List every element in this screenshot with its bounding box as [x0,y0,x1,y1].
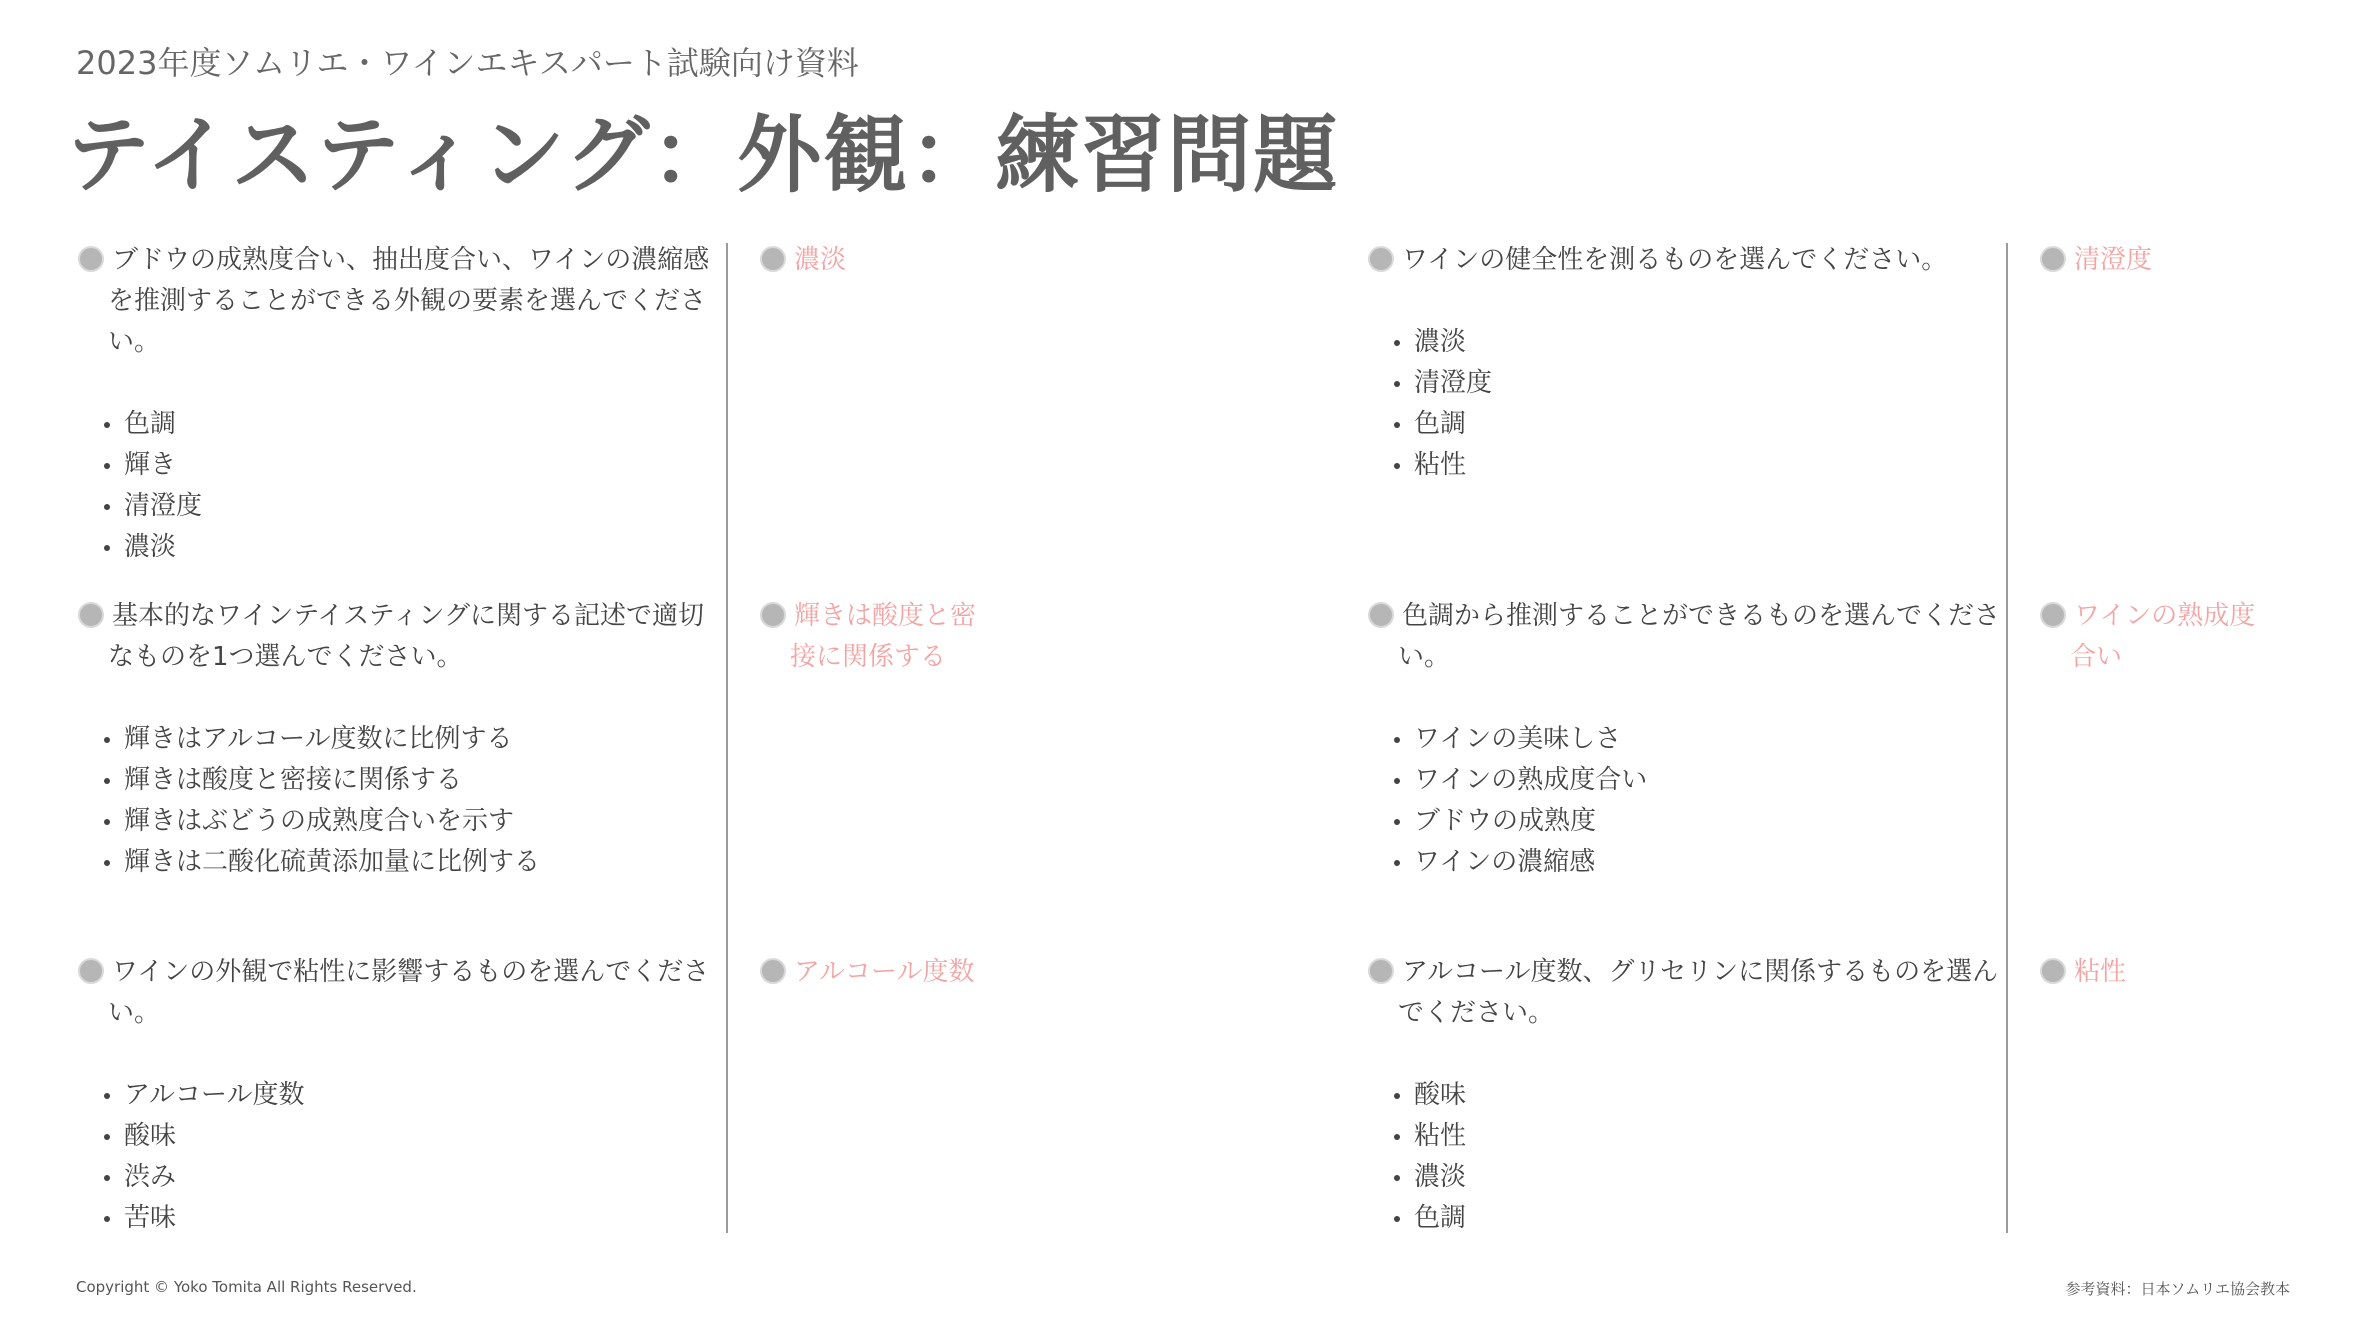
option-list [1368,322,2018,486]
question-marker-icon [1368,602,1394,628]
option-item: 輝きはぶどうの成熟度合いを示す [104,801,728,842]
question-text: 基本的なワインテイスティングに関する記述で適切なものを1つ選んでください。 [108,601,705,672]
question-block-4 [1368,240,2018,486]
answer-text: ワインの熟成度合い [2070,601,2256,672]
question-marker-icon [78,958,104,984]
option-item: 粘性 [1394,445,2018,486]
option-item: 清澄度 [104,486,728,527]
option-item: 輝きはアルコール度数に比例する [104,719,728,760]
option-item: 濃淡 [1394,1157,2018,1198]
answer-marker-icon [2040,958,2066,984]
option-item: 清澄度 [1394,363,2018,404]
answer-block-2 [760,596,1000,678]
option-item: 輝き [104,445,728,486]
answer-marker-icon [2040,602,2066,628]
question-marker-icon [78,602,104,628]
option-item: 濃淡 [1394,322,2018,363]
answer-block-5 [2040,596,2280,678]
question-text: アルコール度数、グリセリンに関係するものを選んでください。 [1398,957,1999,1028]
question-text: 色調から推測することができるものを選んでください。 [1398,601,2001,672]
answer-text: 粘性 [2074,957,2127,987]
option-item: ブドウの成熟度 [1394,801,2018,842]
answer-marker-icon [760,958,786,984]
option-item: 色調 [104,404,728,445]
question-marker-icon [1368,958,1394,984]
option-item: 渋み [104,1157,728,1198]
option-item: ワインの濃縮感 [1394,842,2018,883]
question-block-5 [1368,596,2018,883]
question-text: ワインの健全性を測るものを選んでください。 [1402,245,1948,275]
question-text: ワインの外観で粘性に影響するものを選んでください。 [108,957,710,1028]
option-item: 粘性 [1394,1116,2018,1157]
copyright-text: Copyright © Yoko Tomita All Rights Reserved. [76,1278,417,1296]
option-item: 色調 [1394,1198,2018,1239]
option-item: アルコール度数 [104,1075,728,1116]
option-list [1368,719,2018,883]
answer-marker-icon [760,246,786,272]
option-item: 輝きは酸度と密接に関係する [104,760,728,801]
option-item: 酸味 [1394,1075,2018,1116]
answer-text: アルコール度数 [794,957,975,987]
option-list [78,1075,728,1239]
option-list [78,404,728,568]
answer-marker-icon [760,602,786,628]
question-marker-icon [1368,246,1394,272]
question-block-6 [1368,952,2018,1239]
option-item: 酸味 [104,1116,728,1157]
answer-text: 清澄度 [2074,245,2153,275]
question-block-3 [78,952,728,1239]
answer-block-4 [2040,240,2280,281]
option-item: 色調 [1394,404,2018,445]
answer-block-6 [2040,952,2280,993]
answer-block-1 [760,240,1000,281]
option-item: 濃淡 [104,527,728,568]
answer-text: 輝きは酸度と密接に関係する [790,601,977,672]
option-list [78,719,728,883]
question-block-2 [78,596,728,883]
option-item: ワインの熟成度合い [1394,760,2018,801]
option-item: ワインの美味しさ [1394,719,2018,760]
slide-title: テイスティング：外観：練習問題 [66,106,1340,204]
answer-text: 濃淡 [794,245,847,275]
reference-text: 参考資料：日本ソムリエ協会教本 [2065,1280,2290,1298]
question-marker-icon [78,246,104,272]
option-list [1368,1075,2018,1239]
question-text: ブドウの成熟度合い、抽出度合い、ワインの濃縮感を推測することができる外観の要素を選んでください。 [108,245,710,357]
answer-block-3 [760,952,1000,993]
option-item: 輝きは二酸化硫黄添加量に比例する [104,842,728,883]
option-item: 苦味 [104,1198,728,1239]
answer-marker-icon [2040,246,2066,272]
slide-subtitle: 2023年度ソムリエ・ワインエキスパート試験向け資料 [76,44,859,82]
question-block-1 [78,240,728,568]
